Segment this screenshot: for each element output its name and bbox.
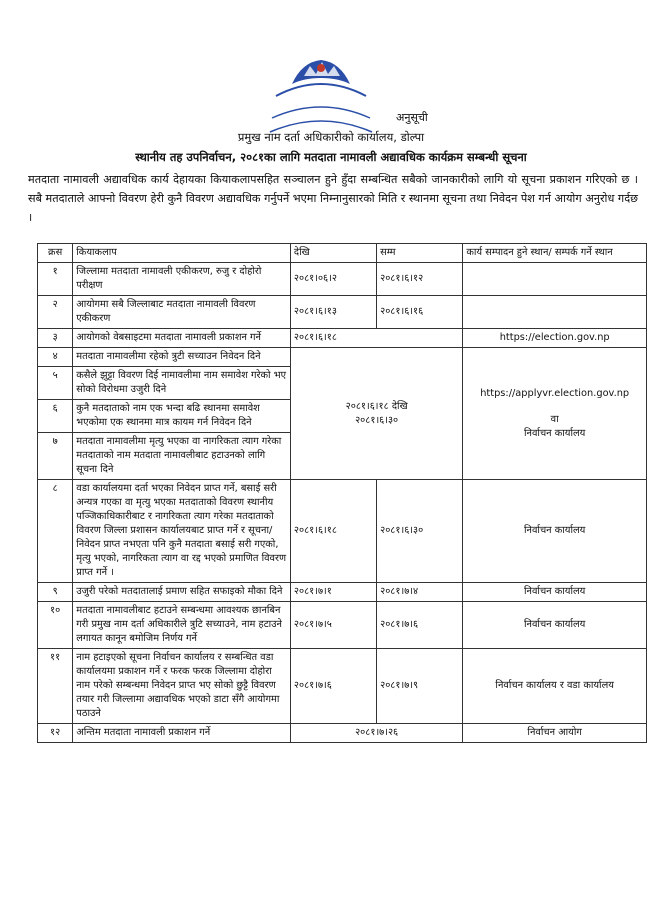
- row-activity: मतदाता नामावलीमा मृत्यु भएका वा नागरिकता त्याग गरेका मतदाताको नाम मतदाता नामावलीबाट हटाउनको लागि सूचना दिने: [73, 433, 291, 480]
- row-place: [463, 263, 647, 296]
- table-row: [38, 602, 647, 649]
- table-row: [38, 329, 647, 348]
- office-name: प्रमुख नाम दर्ता अधिकारीको कार्यालय, डोल्पा: [237, 130, 425, 144]
- row-place: निर्वाचन कार्यालय र वडा कार्यालय: [463, 649, 647, 724]
- row-activity: कुनै मतदाताको नाम एक भन्दा बढि स्थानमा समावेश भएकोमा एक स्थानमा मात्र कायम गर्न निवेदन दिने: [73, 400, 291, 433]
- row-place-link: https://election.gov.np: [463, 329, 647, 348]
- row-activity: आयोगको वेबसाइटमा मतदाता नामावली प्रकाशन गर्ने: [73, 329, 291, 348]
- row-sn: १२: [38, 724, 73, 743]
- header-activity: कियाकलाप: [73, 244, 291, 263]
- row-to: २०८१।६।१२: [377, 263, 463, 296]
- annex-label: अनुसूची: [396, 111, 428, 124]
- header-from: देखि: [290, 244, 376, 263]
- row-sn: ७: [38, 433, 73, 480]
- row-activity: जिल्लामा मतदाता नामावली एकीकरण, रुजु र दोहोरो परीक्षण: [73, 263, 291, 296]
- row-activity: कसैले झुट्टा विवरण दिई नामावलीमा नाम समावेश गरेको भए सोको विरोधमा उजुरी दिने: [73, 367, 291, 400]
- header-place: कार्य सम्पादन हुने स्थान/ सम्पर्क गर्ने स्थान: [463, 244, 647, 263]
- table-row: [38, 263, 647, 296]
- table-header-row: [38, 244, 647, 263]
- row-activity: मतदाता नामावलीमा रहेको त्रुटी सच्याउन निवेदन दिने: [73, 348, 291, 367]
- table-row: [38, 583, 647, 602]
- row-place: निर्वाचन आयोग: [463, 724, 647, 743]
- row-sn: ५: [38, 367, 73, 400]
- merged-place-cell: [463, 348, 647, 480]
- row-to: २०८१।६।३०: [377, 480, 463, 583]
- merged-dates-line2: २०८१।६।३०: [355, 414, 399, 426]
- row-from: २०८१।७।१: [290, 583, 376, 602]
- row-sn: ८: [38, 480, 73, 583]
- merged-dates-line1: २०८१।६।१८ देखि: [345, 400, 408, 412]
- row-place: निर्वाचन कार्यालय: [463, 602, 647, 649]
- row-activity: मतदाता नामावलीबाट हटाउने सम्बन्धमा आवश्यक छानबिन गरी प्रमुख नाम दर्ता अधिकारीले त्रुटि सच्याउने, नाम हटाउने लगायत कानून बमोजिम निर्णय गर्ने: [73, 602, 291, 649]
- row-from: २०८१।७।६: [290, 649, 376, 724]
- header-sn: क्रस: [38, 244, 73, 263]
- table-row: [38, 724, 647, 743]
- row-from: २०८१।६।१८: [290, 480, 376, 583]
- row-place: [463, 296, 647, 329]
- merged-place-or: वा: [550, 413, 559, 425]
- election-commission-logo: [262, 52, 380, 138]
- table-row: [38, 348, 647, 367]
- row-to: २०८१।७।६: [377, 602, 463, 649]
- merged-dates-cell: [290, 348, 462, 480]
- row-sn: २: [38, 296, 73, 329]
- row-place: निर्वाचन कार्यालय: [463, 583, 647, 602]
- row-sn: ११: [38, 649, 73, 724]
- table-row: [38, 480, 647, 583]
- table-row: [38, 296, 647, 329]
- row-activity: उजुरी परेको मतदातालाई प्रमाण सहित सफाइको मौका दिने: [73, 583, 291, 602]
- row-place: निर्वाचन कार्यालय: [463, 480, 647, 583]
- header-to: सम्म: [377, 244, 463, 263]
- row-to: २०८१।६।१६: [377, 296, 463, 329]
- row-sn: ३: [38, 329, 73, 348]
- row-from: २०८१।०६।२: [290, 263, 376, 296]
- notice-intro: मतदाता नामावली अद्यावधिक कार्य देहायका कियाकलापसहित सञ्चालन हुने हुँदा सम्बन्धित सबैको जानकारीको लागि यो सूचना प्रकाशन गरिएको छ । सबै मतदाताले आफ्नो विवरण हेरी कुनै विवरण अद्यावधिक गर्नुपर्ने भएमा निम्नानुसारको मिति र स्थानमा सूचना तथा निवेदन पेश गर्न आयोग अनुरोध गर्दछ ।: [28, 173, 638, 224]
- merged-place-office: निर्वाचन कार्यालय: [524, 427, 586, 439]
- row-sn: १: [38, 263, 73, 296]
- logo-emblem-icon: [262, 52, 380, 138]
- applyvr-link: https://applyvr.election.gov.np: [480, 387, 630, 399]
- notice-title: स्थानीय तह उपनिर्वाचन, २०८१का लागि मतदाता नामावली अद्यावधिक कार्यक्रम सम्बन्धी सूचना: [135, 150, 527, 164]
- schedule-table: [37, 243, 647, 743]
- row-sn: ६: [38, 400, 73, 433]
- row-activity: वडा कार्यालयमा दर्ता भएका निवेदन प्राप्त गर्ने, बसाई सरी अन्यत्र गएका वा मृत्यु भएका मतदाताको विवरण स्थानीय पञ्जिकाधिकारीबाट र नागरिकता त्याग गरेका मतदाताको विवरण जिल्ला प्रशासन कार्यालयबाट प्राप्त गर्ने र सूचना/निवेदन प्राप्त नभएता पनि कुनै मतदाता बसाई सरी गएको, मृत्यु भएको, नागरिकता त्याग वा रद्द भएको प्रमाणित विवरण प्राप्त गर्ने ।: [73, 480, 291, 583]
- row-activity: नाम हटाइएको सूचना निर्वाचन कार्यालय र सम्बन्धित वडा कार्यालयमा प्रकाशन गर्ने र फरक फरक जिल्लामा दोहोरा नाम परेको सम्बन्धमा निवेदन प्राप्त भए सोको छुट्टै विवरण तयार गरी जिल्लामा अद्यावधिक भएको डाटा सँगै आयोगमा पठाउने: [73, 649, 291, 724]
- table-row: [38, 649, 647, 724]
- row-to: २०८१।७।४: [377, 583, 463, 602]
- row-from: २०८१।६।१३: [290, 296, 376, 329]
- row-to: २०८१।७।९: [377, 649, 463, 724]
- row-from: २०८१।६।१८: [290, 329, 462, 348]
- row-from: २०८१।७।२६: [290, 724, 462, 743]
- row-activity: अन्तिम मतदाता नामावली प्रकाशन गर्ने: [73, 724, 291, 743]
- row-activity: आयोगमा सबै जिल्लाबाट मतदाता नामावली विवरण एकीकरण: [73, 296, 291, 329]
- row-sn: ९: [38, 583, 73, 602]
- row-sn: १०: [38, 602, 73, 649]
- row-from: २०८१।७।५: [290, 602, 376, 649]
- row-sn: ४: [38, 348, 73, 367]
